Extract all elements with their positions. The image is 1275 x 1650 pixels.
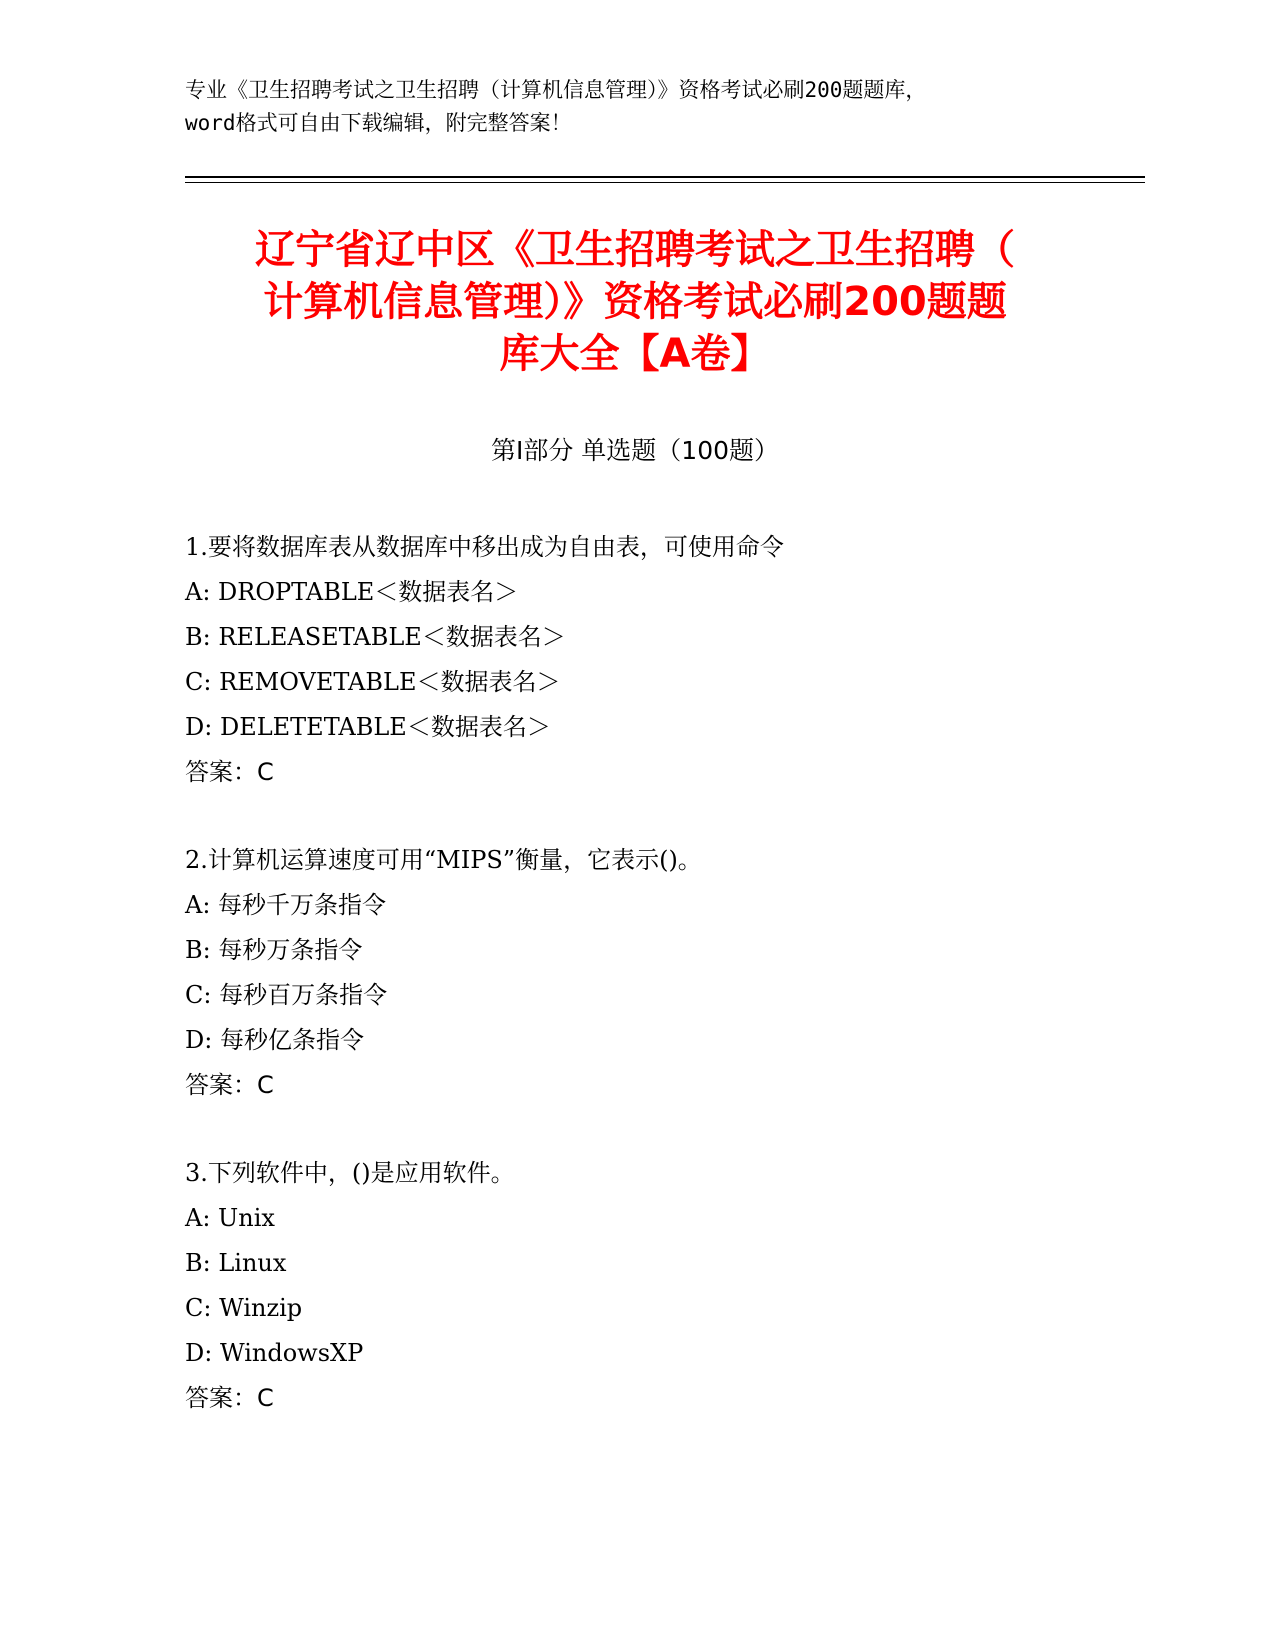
header-note-line-1: 专业《卫生招聘考试之卫生招聘（计算机信息管理）》资格考试必刷200题题库， bbox=[185, 78, 927, 102]
section-title: 第Ⅰ部分 单选题（100题） bbox=[490, 436, 780, 465]
header-note-line-2: word格式可自由下载编辑，附完整答案！ bbox=[185, 111, 572, 135]
header-divider-thick bbox=[185, 176, 1145, 178]
answer-line: 答案：C bbox=[185, 1384, 274, 1412]
option-d: D: WindowsXP bbox=[185, 1339, 364, 1367]
title-line-3: 库大全【A卷】 bbox=[499, 331, 771, 377]
option-d: D: 每秒亿条指令 bbox=[185, 1026, 364, 1054]
question-1 bbox=[185, 525, 1085, 795]
question-stem: 3.下列软件中，()是应用软件。 bbox=[185, 1159, 515, 1187]
title-line-2: 计算机信息管理）》资格考试必刷200题题 bbox=[263, 279, 1007, 325]
option-a: A: DROPTABLE＜数据表名＞ bbox=[185, 578, 519, 606]
title-line-1: 辽宁省辽中区《卫生招聘考试之卫生招聘（ bbox=[255, 227, 1015, 273]
option-d: D: DELETETABLE＜数据表名＞ bbox=[185, 713, 551, 741]
answer-line: 答案：C bbox=[185, 758, 274, 786]
option-c: C: REMOVETABLE＜数据表名＞ bbox=[185, 668, 561, 696]
question-list bbox=[185, 525, 1085, 1464]
option-a: A: Unix bbox=[185, 1204, 275, 1232]
header-note bbox=[185, 74, 1085, 140]
option-c: C: 每秒百万条指令 bbox=[185, 981, 388, 1009]
header-divider-thin bbox=[185, 182, 1145, 183]
question-stem: 1.要将数据库表从数据库中移出成为自由表，可使用命令 bbox=[185, 533, 784, 561]
option-b: B: Linux bbox=[185, 1249, 287, 1277]
option-b: B: 每秒万条指令 bbox=[185, 936, 363, 964]
answer-line: 答案：C bbox=[185, 1071, 274, 1099]
option-c: C: Winzip bbox=[185, 1294, 303, 1322]
question-2 bbox=[185, 838, 1085, 1108]
question-3 bbox=[185, 1151, 1085, 1421]
document-title bbox=[185, 224, 1085, 380]
question-stem: 2.计算机运算速度可用“MIPS”衡量，它表示()。 bbox=[185, 846, 702, 874]
option-a: A: 每秒千万条指令 bbox=[185, 891, 387, 919]
option-b: B: RELEASETABLE＜数据表名＞ bbox=[185, 623, 566, 651]
